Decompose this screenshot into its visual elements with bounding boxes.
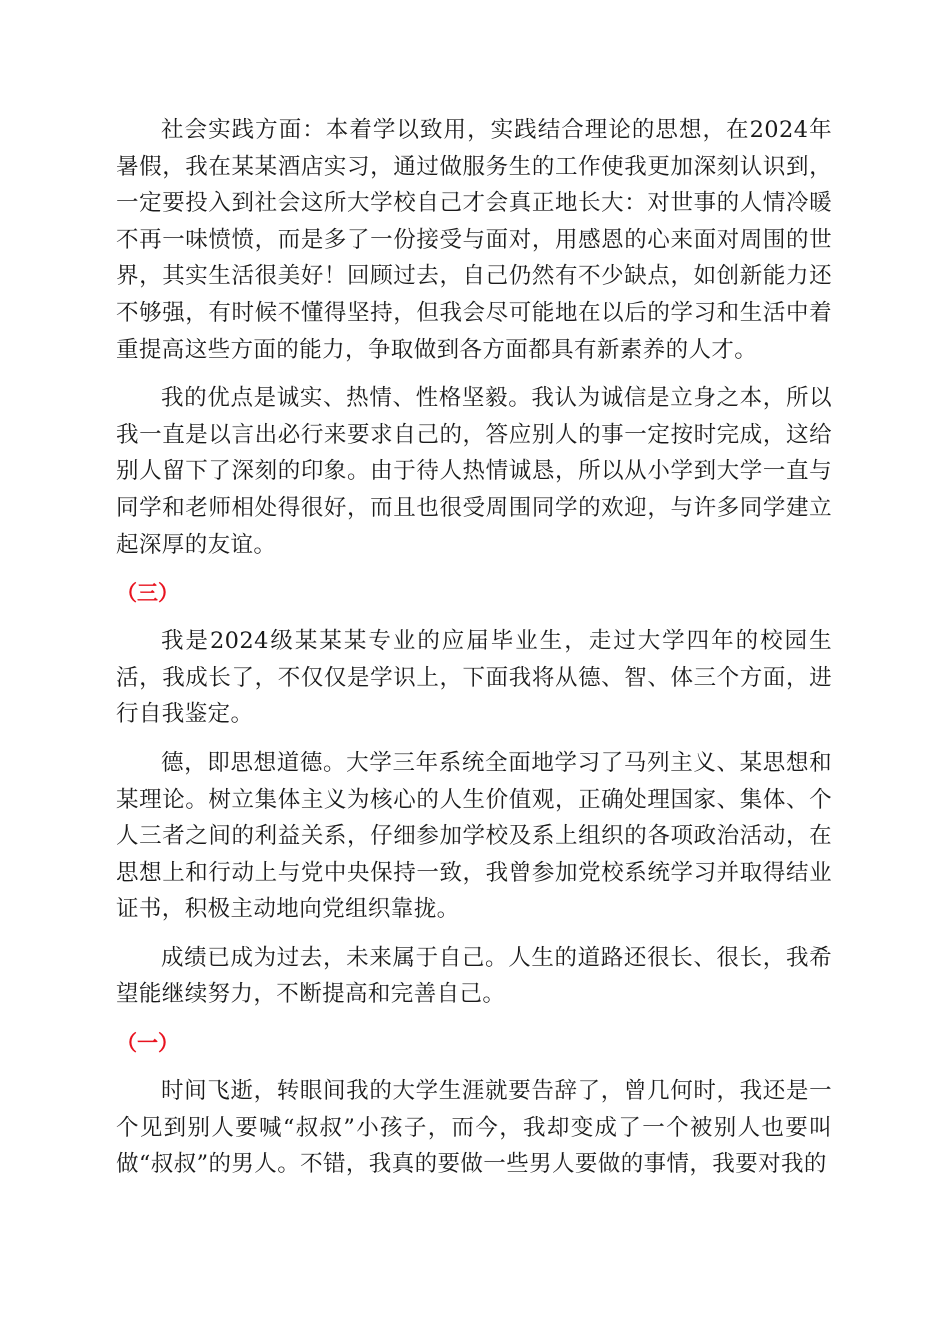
paragraph-strengths: 我的优点是诚实、热情、性格坚毅。我认为诚信是立身之本，所以我一直是以言出必行来要求自己的，答应别人的事一定按时完成，这给别人留下了深刻的印象。由于待人热情诚恳，所以从小学到大学一直与同学和老师相处得很好，而且也很受周围同学的欢迎，与许多同学建立起深厚的友谊。 <box>116 385 832 558</box>
document-page <box>116 112 832 1195</box>
paragraph-time-flies: 时间飞逝，转眼间我的大学生涯就要告辞了，曾几何时，我还是一个见到别人要喊“叔叔”小孩子，而今，我却变成了一个被别人也要叫做“叔叔”的男人。不错，我真的要做一些男人要做的事情，我要对我的 <box>116 1078 832 1178</box>
section-heading-one: （一） <box>116 1031 179 1056</box>
paragraph-graduate-intro: 我是2024级某某某专业的应届毕业生，走过大学四年的校园生活，我成长了，不仅仅是学识上，下面我将从德、智、体三个方面，进行自我鉴定。 <box>116 628 832 728</box>
paragraph-future: 成绩已成为过去，未来属于自己。人生的道路还很长、很长，我希望能继续努力，不断提高和完善自己。 <box>116 944 832 1008</box>
section-heading-three: （三） <box>116 581 179 606</box>
paragraph-moral: 德，即思想道德。大学三年系统全面地学习了马列主义、某思想和某理论。树立集体主义为核心的人生价值观，正确处理国家、集体、个人三者之间的利益关系，仔细参加学校及系上组织的各项政治活动，在思想上和行动上与党中央保持一致，我曾参加党校系统学习并取得结业证书，积极主动地向党组织靠拢。 <box>116 749 832 923</box>
paragraph-social-practice: 社会实践方面：本着学以致用，实践结合理论的思想，在2024年暑假，我在某某酒店实习，通过做服务生的工作使我更加深刻认识到，一定要投入到社会这所大学校自己才会真正地长大：对世事的人情冷暖不再一味愤愤，而是多了一份接受与面对，用感恩的心来面对周围的世界，其实生活很美好！回顾过去，自己仍然有不少缺点，如创新能力还不够强，有时候不懂得坚持，但我会尽可能地在以后的学习和生活中着重提高这些方面的能力，争取做到各方面都具有新素养的人才。 <box>116 117 832 363</box>
